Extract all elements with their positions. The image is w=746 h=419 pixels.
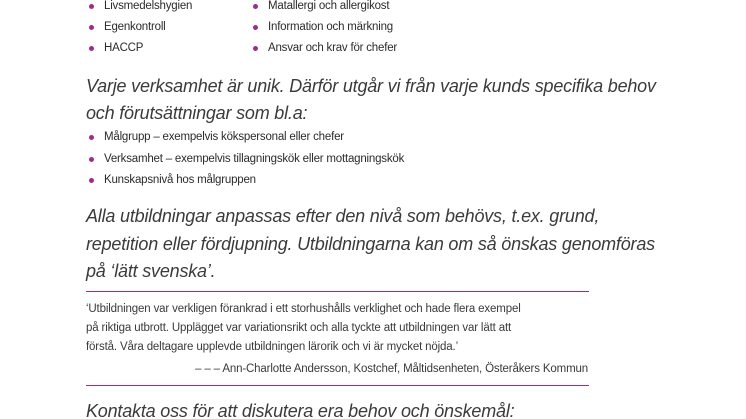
quote-divider-bottom xyxy=(86,385,589,386)
quote-divider-top xyxy=(86,291,589,292)
bullet-dot-icon xyxy=(253,46,258,51)
quote-line: på riktiga utbrott. Upplägget var variationsrikt och alla tyckte att utbildningen var lätt att xyxy=(86,322,512,334)
paragraph-line: Varje verksamhet är unik. Därför utgår vi från varje kunds specifika behov xyxy=(86,76,656,96)
quote-line: förstå. Våra deltagare upplevde utbildningen lärorik och vi är mycket nöjda.’ xyxy=(86,341,458,353)
paragraph-line: repetition eller fördjupning. Utbildningarna kan om så önskas genomföras xyxy=(86,233,655,254)
list-item: HACCP xyxy=(86,38,192,59)
bullet-dot-icon xyxy=(253,4,258,9)
list-item: Verksamhet – exempelvis tillagningskök eller mottagningskök xyxy=(86,149,404,171)
topic-list-left xyxy=(86,0,192,59)
testimonial-quote xyxy=(86,300,589,357)
paragraph-line: och förutsättningar som bl.a: xyxy=(86,103,308,123)
paragraph-line: på ‘lätt svenska’. xyxy=(86,261,216,281)
testimonial-attribution: – – – Ann-Charlotte Andersson, Kostchef, Måltidsenheten, Österåkers Kommun xyxy=(195,363,588,375)
paragraph-line: Kontakta oss för att diskutera era behov och önskemål: xyxy=(86,401,515,419)
adapt-paragraph xyxy=(86,203,655,286)
list-item: Egenkontroll xyxy=(86,17,192,38)
topic-list-right xyxy=(250,0,397,59)
list-item: Information och märkning xyxy=(250,17,397,38)
bullet-dot-icon xyxy=(89,178,94,183)
contact-paragraph xyxy=(86,398,514,419)
bullet-dot-icon xyxy=(89,4,94,9)
needs-list xyxy=(86,127,404,192)
bullet-dot-icon xyxy=(89,157,94,162)
bullet-dot-icon xyxy=(89,25,94,30)
bullet-dot-icon xyxy=(253,25,258,30)
bullet-dot-icon xyxy=(89,46,94,51)
list-item: Kunskapsnivå hos målgruppen xyxy=(86,170,404,192)
list-item: Livsmedelshygien xyxy=(86,0,192,17)
paragraph-line: Alla utbildningar anpassas efter den nivå som behövs, t.ex. grund, xyxy=(86,206,600,226)
list-item: Målgrupp – exempelvis kökspersonal eller chefer xyxy=(86,127,404,149)
quote-line: ‘Utbildningen var verkligen förankrad i ett storhushålls verklighet och hade flera exempel xyxy=(86,303,521,315)
list-item: Matallergi och allergikost xyxy=(250,0,397,17)
list-item: Ansvar och krav för chefer xyxy=(250,38,397,59)
intro-paragraph xyxy=(86,73,656,127)
bullet-dot-icon xyxy=(89,135,94,140)
